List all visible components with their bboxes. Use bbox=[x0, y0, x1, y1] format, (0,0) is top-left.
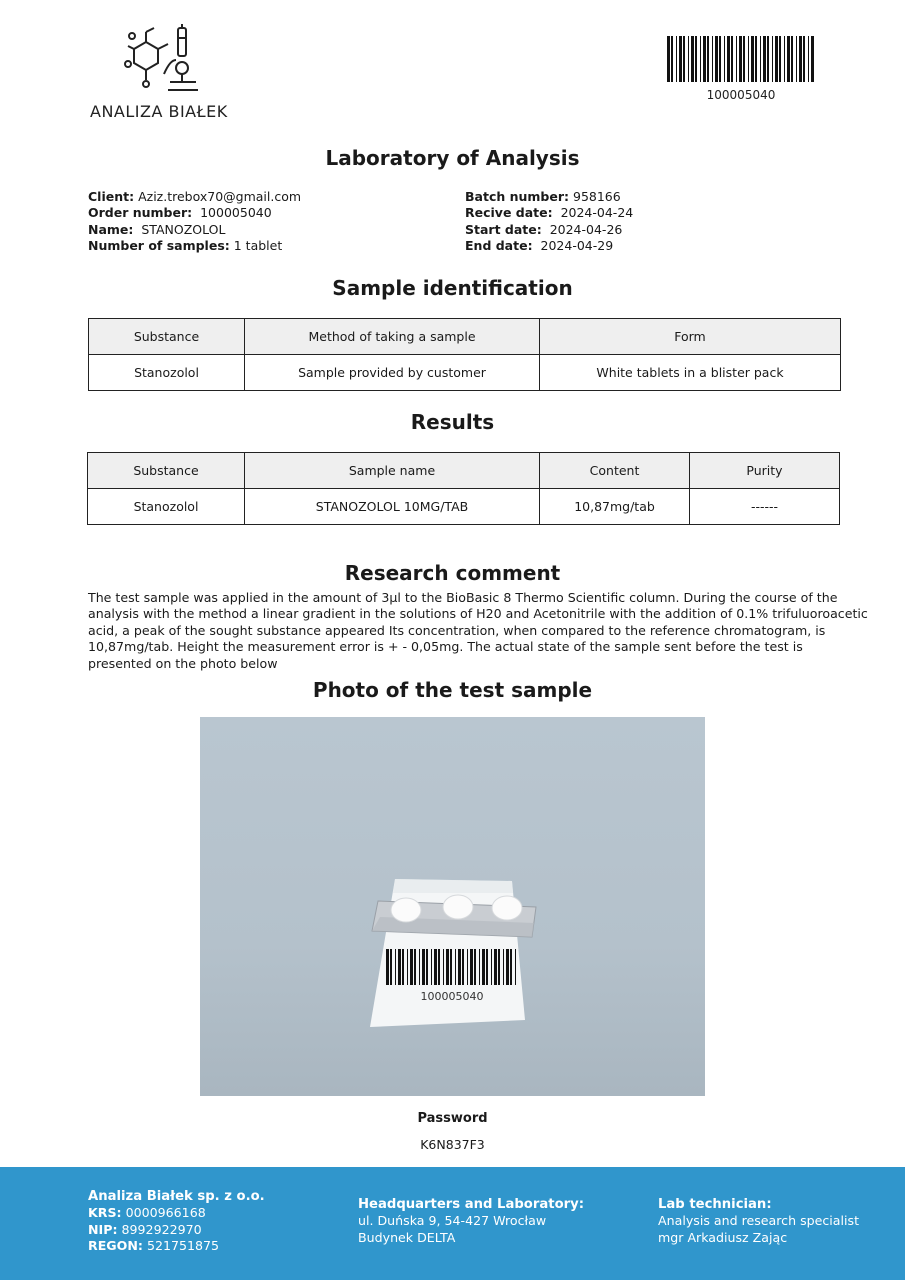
tablet bbox=[443, 895, 473, 919]
batch-label: Batch number: bbox=[465, 189, 570, 204]
company-name: Analiza Białek sp. z o.o. bbox=[88, 1189, 265, 1204]
samples-label: Number of samples: bbox=[88, 237, 230, 253]
footer-company bbox=[88, 1189, 265, 1255]
start-date-label: Start date: bbox=[465, 221, 542, 237]
client-info bbox=[88, 189, 301, 254]
photo-barcode-number: 100005040 bbox=[420, 990, 484, 1003]
research-comment-text: The test sample was applied in the amount of 3µl to the BioBasic 8 Thermo Scientific column. During the course of the analysis with the method a linear gradient in the solutions of H20 and Acetonitrile with the addition of 0.1% trifuluoroacetic acid, a peak of the sought substance appeared Its concentration, when compared to the reference chromatogram, is 10,87mg/tab. Height the measurement error is + - 0,05mg. The actual state of the sample sent before the test is presented on the photo below bbox=[88, 590, 868, 671]
tech-name: mgr Arkadiusz Zając bbox=[658, 1229, 788, 1245]
research-comment-title: Research comment bbox=[344, 561, 561, 585]
results-table bbox=[87, 452, 840, 525]
tablet bbox=[391, 898, 421, 922]
sample-identification-table bbox=[88, 318, 841, 391]
sample-identification-title: Sample identification bbox=[332, 276, 573, 300]
end-date-value: 2024-04-29 bbox=[540, 237, 614, 253]
molecule-microscope-icon bbox=[124, 24, 204, 96]
table-header-cell: Content bbox=[540, 453, 690, 489]
table-header-cell: Method of taking a sample bbox=[245, 319, 540, 355]
hq-building: Budynek DELTA bbox=[358, 1229, 456, 1245]
company-logo bbox=[88, 24, 248, 124]
password-label: Password bbox=[417, 1111, 488, 1126]
krs-value: 0000966168 bbox=[125, 1205, 206, 1221]
client-value: Aziz.trebox70@gmail.com bbox=[138, 189, 302, 204]
logo-text: ANALIZA BIAŁEK bbox=[90, 102, 228, 121]
table-header-cell: Substance bbox=[89, 319, 245, 355]
footer-headquarters bbox=[358, 1197, 584, 1246]
samples-value: 1 tablet bbox=[233, 237, 283, 253]
table-cell: Stanozolol bbox=[89, 355, 245, 391]
barcode-number: 100005040 bbox=[706, 88, 776, 102]
password-value: K6N837F3 bbox=[420, 1137, 485, 1152]
name-value: STANOZOLOL bbox=[141, 221, 226, 237]
order-number-label: Order number: bbox=[88, 205, 193, 221]
table-cell: STANOZOLOL 10MG/TAB bbox=[245, 489, 540, 525]
krs-label: KRS: bbox=[88, 1205, 122, 1221]
table-cell: ------ bbox=[690, 489, 840, 525]
tech-title: Lab technician: bbox=[658, 1197, 772, 1212]
table-cell: 10,87mg/tab bbox=[540, 489, 690, 525]
table-header-cell: Form bbox=[540, 319, 841, 355]
hq-title: Headquarters and Laboratory: bbox=[358, 1197, 585, 1212]
hq-address: ul. Duńska 9, 54-427 Wrocław bbox=[358, 1213, 547, 1229]
table-header-cell: Substance bbox=[88, 453, 245, 489]
order-number-value: 100005040 bbox=[200, 205, 272, 221]
table-row bbox=[88, 489, 840, 525]
end-date-label: End date: bbox=[465, 237, 533, 253]
footer-technician bbox=[658, 1197, 859, 1246]
tablet bbox=[492, 896, 522, 920]
table-header-row bbox=[89, 319, 841, 355]
start-date-value: 2024-04-26 bbox=[549, 221, 623, 237]
table-cell: Sample provided by customer bbox=[245, 355, 540, 391]
nip-label: NIP: bbox=[88, 1221, 118, 1237]
tech-role: Analysis and research specialist bbox=[658, 1213, 860, 1229]
regon-label: REGON: bbox=[88, 1238, 143, 1254]
sample-photo bbox=[200, 717, 705, 1096]
table-row bbox=[89, 355, 841, 391]
receive-date-label: Recive date: bbox=[465, 205, 553, 221]
batch-value: 958166 bbox=[573, 189, 621, 204]
footer bbox=[0, 1167, 905, 1280]
table-cell: Stanozolol bbox=[88, 489, 245, 525]
table-header-cell: Sample name bbox=[245, 453, 540, 489]
client-label: Client: bbox=[88, 189, 135, 204]
results-title: Results bbox=[410, 410, 495, 434]
name-label: Name: bbox=[88, 221, 134, 237]
nip-value: 8992922970 bbox=[121, 1221, 202, 1237]
table-cell: White tablets in a blister pack bbox=[540, 355, 841, 391]
page-title: Laboratory of Analysis bbox=[325, 146, 580, 170]
batch-info bbox=[465, 189, 633, 254]
regon-value: 521751875 bbox=[146, 1238, 220, 1254]
barcode-image bbox=[667, 36, 815, 82]
table-header-cell: Purity bbox=[690, 453, 840, 489]
table-header-row bbox=[88, 453, 840, 489]
receive-date-value: 2024-04-24 bbox=[560, 205, 634, 221]
photo-title: Photo of the test sample bbox=[312, 678, 593, 702]
